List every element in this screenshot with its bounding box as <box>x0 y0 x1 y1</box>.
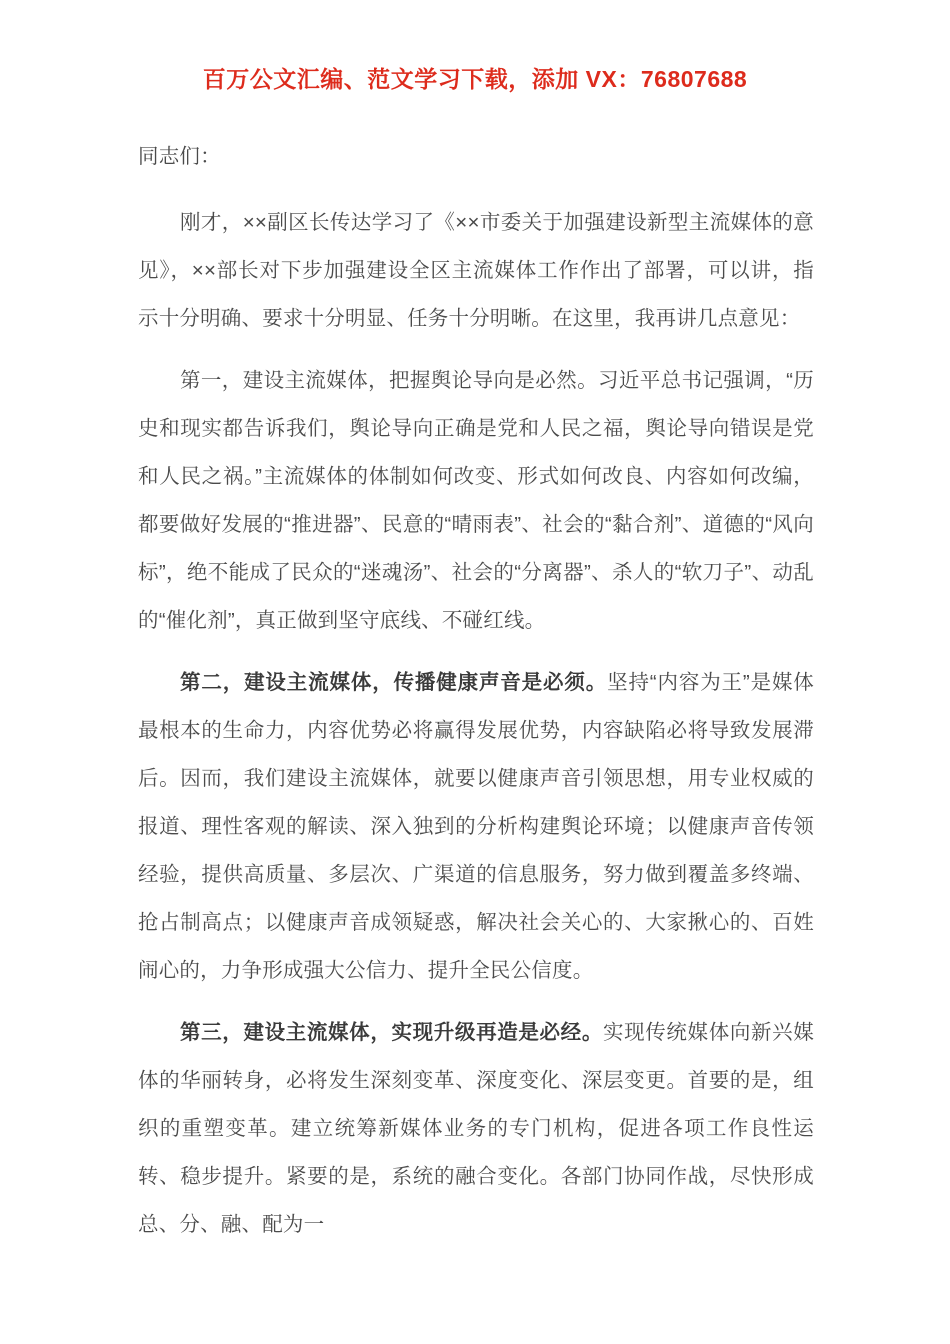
paragraph-point-one <box>138 357 814 645</box>
paragraph-point-two-lead: 第二，建设主流媒体，传播健康声音是必须。 <box>180 671 608 694</box>
paragraph-intro <box>138 199 814 343</box>
paragraph-point-three-text: 实现传统媒体向新兴媒体的华丽转身，必将发生深刻变革、深度变化、深层变更。首要的是，组织的重塑变革。建立统筹新媒体业务的专门机构，促进各项工作良性运转、稳步提升。紧要的是，系统的融合变化。各部门协同作战，尽快形成总、分、融、配为一 <box>138 1021 815 1236</box>
paragraph-point-two <box>138 659 814 995</box>
promo-watermark-header: 百万公文汇编、范文学习下载，添加 VX：76807688 <box>202 66 748 92</box>
document-body <box>138 133 814 1263</box>
paragraph-point-three <box>138 1009 814 1249</box>
paragraph-point-three-lead: 第三，建设主流媒体，实现升级再造是必经。 <box>180 1021 603 1044</box>
paragraph-point-two-text: 坚持“内容为王”是媒体最根本的生命力，内容优势必将赢得发展优势，内容缺陷必将导致发展滞后。因而，我们建设主流媒体，就要以健康声音引领思想，用专业权威的报道、理性客观的解读、深入独到的分析构建舆论环境；以健康声音传领经验，提供高质量、多层次、广渠道的信息服务，努力做到覆盖多终端、抢占制高点；以健康声音成领疑惑，解决社会关心的、大家揪心的、百姓闹心的，力争形成强大公信力、提升全民公信度。 <box>138 671 814 982</box>
paragraph-intro-text: 刚才，××副区长传达学习了《××市委关于加强建设新型主流媒体的意见》，××部长对下步加强建设全区主流媒体工作作出了部署，可以讲，指示十分明确、要求十分明显、任务十分明晰。在这里，我再讲几点意见： <box>138 211 814 330</box>
paragraph-point-one-text: 第一，建设主流媒体，把握舆论导向是必然。习近平总书记强调，“历史和现实都告诉我们，舆论导向正确是党和人民之福，舆论导向错误是党和人民之祸。”主流媒体的体制如何改变、形式如何改良、内容如何改编，都要做好发展的“推进器”、民意的“晴雨表”、社会的“黏合剂”、道德的“风向标”，绝不能成了民众的“迷魂汤”、社会的“分离器”、杀人的“软刀子”、动乱的“催化剂”，真正做到坚守底线、不碰红线。 <box>138 369 814 632</box>
salutation-line: 同志们： <box>138 145 221 168</box>
